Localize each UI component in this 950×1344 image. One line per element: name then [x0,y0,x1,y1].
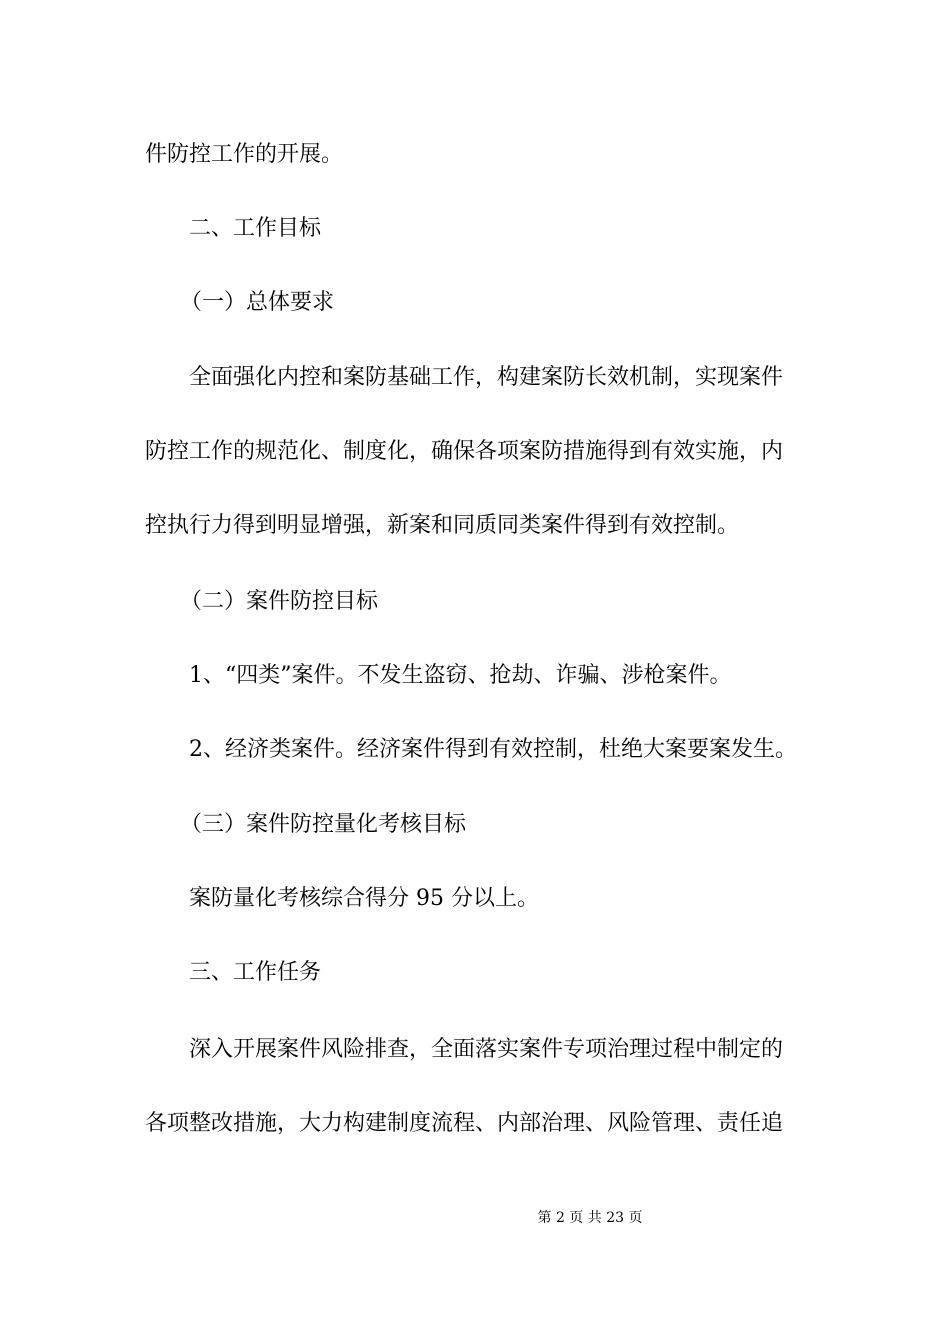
list-item: 2、经济类案件。经济案件得到有效控制，杜绝大案要案发生。 [189,737,797,762]
paragraph-line: 件防控工作的开展。 [145,142,344,167]
subsection-heading: （三）案件防控量化考核目标 [180,812,467,837]
paragraph-line: 深入开展案件风险排查，全面落实案件专项治理过程中制定的 [189,1037,784,1062]
subsection-heading: （一）总体要求 [180,290,335,315]
paragraph-line: 全面强化内控和案防基础工作，构建案防长效机制，实现案件 [189,365,784,390]
paragraph-line: 控执行力得到明显增强，新案和同质同类案件得到有效控制。 [145,513,740,538]
list-item: 1、“四类”案件。不发生盗窃、抢劫、诈骗、涉枪案件。 [189,663,732,688]
paragraph-line: 案防量化考核综合得分 95 分以上。 [189,886,539,911]
paragraph-line: 各项整改措施，大力构建制度流程、内部治理、风险管理、责任追 [145,1111,784,1136]
section-heading: 二、工作目标 [189,216,322,241]
paragraph-line: 防控工作的规范化、制度化，确保各项案防措施得到有效实施，内 [145,439,784,464]
subsection-heading: （二）案件防控目标 [180,589,379,614]
section-heading: 三、工作任务 [189,960,322,985]
page-number-footer: 第 2 页 共 23 页 [537,1210,643,1226]
